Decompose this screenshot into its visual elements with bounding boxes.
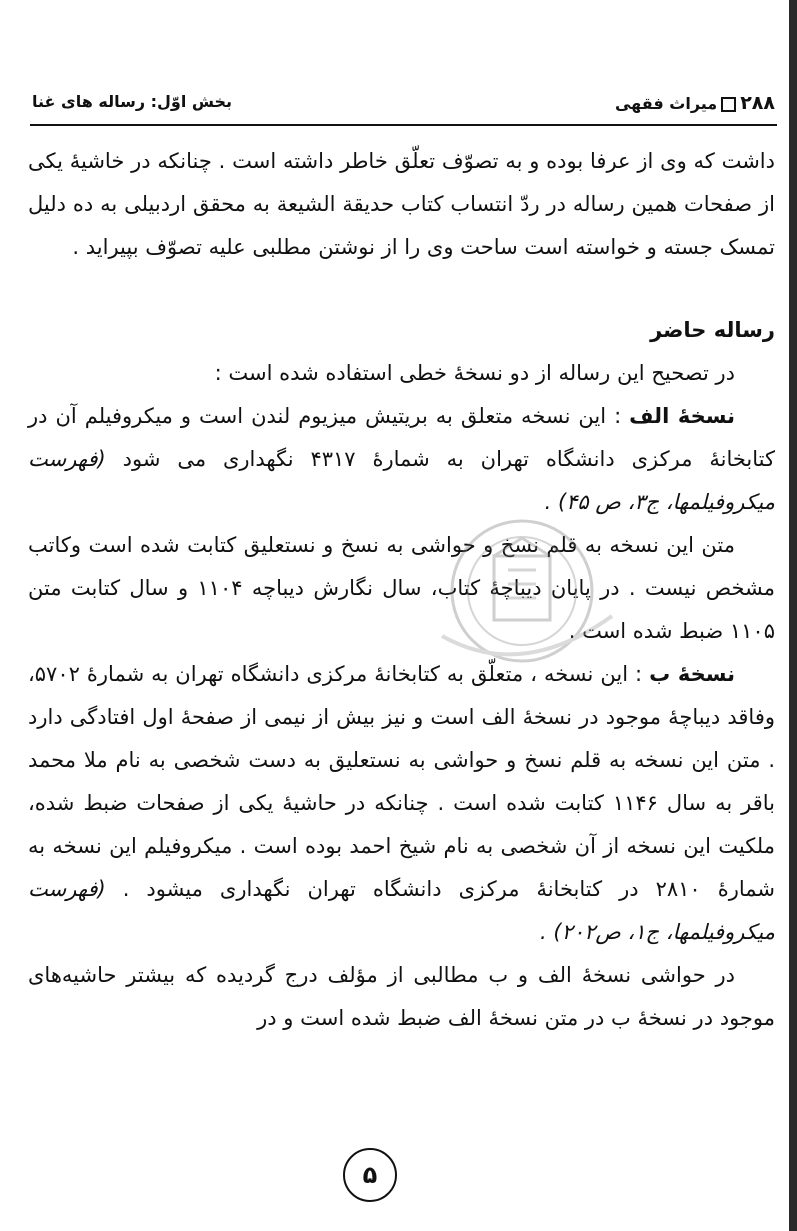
- paragraph-hawashi: در حواشی نسخهٔ الف و ب مطالبی از مؤلف درج گردیده که بیشتر حاشیه‌های موجود در نسخهٔ ب در متن نسخهٔ الف ضبط شده است و در: [28, 963, 775, 1030]
- nuskha-alef-citation: (فهرست میکروفیلمها، ج۳، ص ۴۵) .: [28, 447, 775, 514]
- nuskha-be-citation: (فهرست میکروفیلمها، ج۱، ص۲۰۲) .: [28, 877, 775, 944]
- paragraph-nuskha-be: [28, 653, 775, 954]
- nuskha-be-label: نسخهٔ ب: [649, 662, 735, 686]
- paragraph-intro-context: داشت که وی از عرفا بوده و به تصوّف تعلّق خاطر داشته است . چنانکه در خاشیهٔ یکی از صفحات همین رساله در ردّ انتساب کتاب حدیقة الشیعة به محقق اردبیلی به ده دلیل تمسک جسته و خواسته است ساحت وی را از نوشتن مطلبی علیه تصوّف بپیراید .: [28, 149, 775, 259]
- page-body: [28, 140, 775, 1040]
- nuskha-alef-text: : این نسخه متعلق به بریتیش میزیوم لندن است و میکروفیلم آن در کتابخانهٔ مرکزی دانشگاه تهران به شمارهٔ ۴۳۱۷ نگهداری می شود: [28, 404, 775, 471]
- footer-page-number: ۵: [343, 1148, 397, 1202]
- header-rule: [30, 124, 777, 126]
- header-right: [615, 92, 775, 114]
- spacer: [28, 269, 775, 309]
- section-title: بخش اوّل: رساله های غنا: [32, 92, 233, 111]
- header-page-number: ۲۸۸: [740, 92, 775, 114]
- nuskha-alef-label: نسخهٔ الف: [629, 404, 736, 428]
- paragraph-matn: متن این نسخه به قلم نسخ و حواشی به نسخ و نستعلیق کتابت شده است وکاتب مشخص نیست . در پایان دیباچهٔ کتاب، سال نگارش دیباچه ۱۱۰۴ و سال کتابت متن ۱۱۰۵ ضبط شده است .: [28, 533, 775, 643]
- book-title: میراث فقهی: [614, 94, 718, 113]
- paragraph-nuskha-alef: [28, 395, 775, 524]
- nuskha-be-text: : این نسخه ، متعلّق به کتابخانهٔ مرکزی دانشگاه تهران به شمارهٔ ۵۷۰۲، وفاقد دیباچهٔ موجود در نسخهٔ الف است و نیز بیش از نیمی از صفحهٔ اول افتادگی دارد . متن این نسخه به قلم نسخ و حواشی به نستعلیق به دست شخصی به نام ملا محمد باقر به سال ۱۱۴۶ کتابت شده است . چنانکه در حاشیهٔ یکی از صفحات ضبط شده، ملکیت این نسخه از آن شخصی به نام شیخ احمد بوده است . میکروفیلم این نسخه به شمارهٔ ۲۸۱۰ در کتابخانهٔ مرکزی دانشگاه تهران نگهداری میشود .: [28, 662, 775, 901]
- scan-edge-strip: [789, 0, 797, 1231]
- section-heading: رساله حاضر: [650, 318, 775, 342]
- running-header: [32, 86, 775, 120]
- paragraph-sources-intro: در تصحیح این رساله از دو نسخهٔ خطی استفاده شده است :: [214, 361, 735, 385]
- square-icon: [721, 97, 736, 112]
